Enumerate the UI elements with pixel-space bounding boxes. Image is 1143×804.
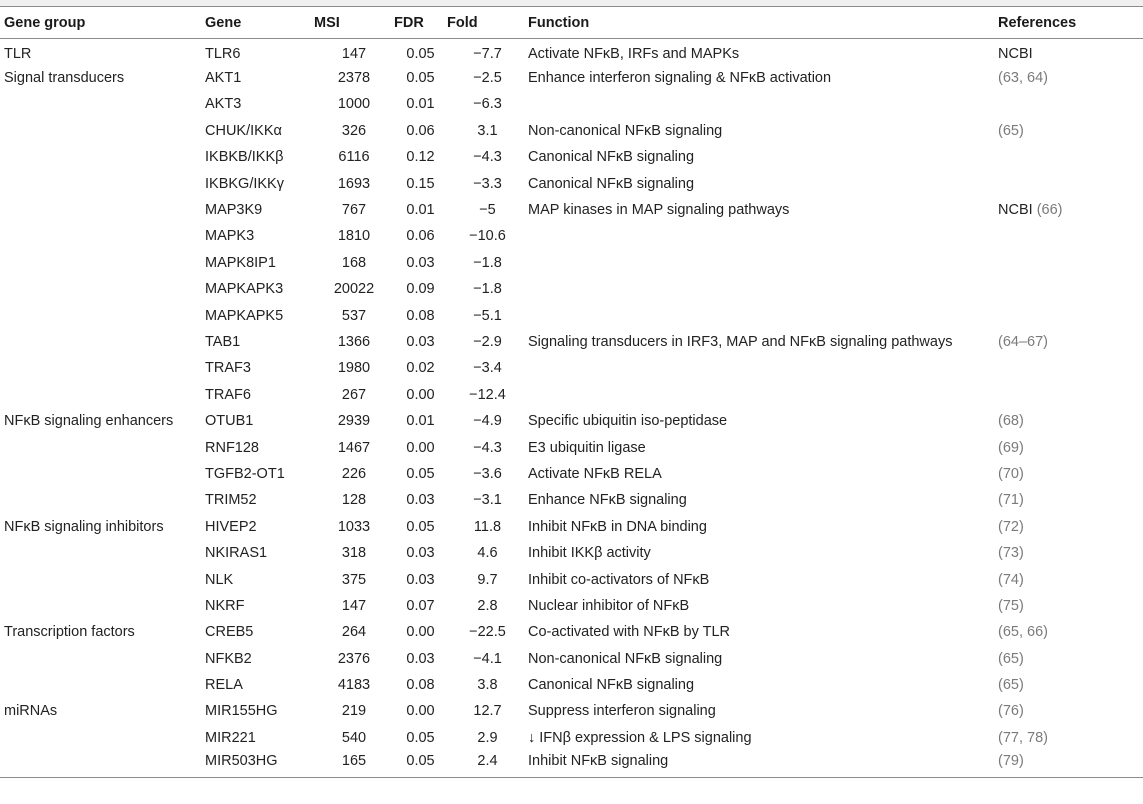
msi-cell: 1467 (337, 439, 371, 456)
reference-link[interactable]: (65) (998, 122, 1024, 139)
fdr-cell: 0.02 (406, 360, 435, 377)
table-row (0, 566, 1143, 592)
table-row (0, 144, 1143, 170)
fdr-cell: 0.05 (406, 729, 435, 746)
gene-group-cell (0, 250, 205, 276)
reference-source: NCBI (998, 202, 1033, 219)
table-row (0, 223, 1143, 249)
gene-group-cell (0, 672, 205, 698)
references-cell (998, 355, 1143, 381)
gene-group-cell (0, 434, 205, 460)
msi-cell: 326 (341, 122, 367, 139)
fdr-cell: 0.00 (406, 703, 435, 720)
function-cell: ↓ IFNβ expression & LPS signaling (528, 729, 752, 746)
function-cell (528, 223, 998, 249)
fdr-cell: 0.05 (406, 45, 435, 62)
reference-link[interactable]: (68) (998, 413, 1024, 430)
table-row (0, 302, 1143, 328)
fold-cell: 11.8 (473, 518, 502, 535)
gene-cell: MAPKAPK3 (205, 281, 284, 298)
gene-group-cell: Transcription factors (4, 624, 135, 641)
references-cell (998, 645, 1143, 671)
references-cell (998, 302, 1143, 328)
gene-group-cell (0, 725, 205, 751)
fdr-cell: 0.01 (406, 96, 435, 113)
msi-cell: 1000 (337, 96, 371, 113)
fdr-cell: 0.06 (406, 228, 435, 245)
references-cell (998, 751, 1143, 777)
fold-cell: 3.1 (477, 122, 498, 139)
gene-group-cell (0, 91, 205, 117)
gene-group-cell (0, 118, 205, 144)
function-cell: Suppress interferon signaling (528, 703, 716, 720)
gene-group-cell (0, 276, 205, 302)
reference-link[interactable]: (71) (998, 492, 1024, 509)
gene-cell: TAB1 (205, 333, 241, 350)
gene-cell: CHUK/IKKα (205, 122, 282, 139)
fold-cell: −3.4 (473, 360, 502, 377)
function-cell: Enhance NFκB signaling (528, 492, 687, 509)
fold-cell: 9.7 (477, 571, 498, 588)
fold-cell: −4.3 (473, 149, 502, 166)
gene-group-cell (0, 593, 205, 619)
msi-cell: 267 (341, 386, 367, 403)
gene-cell: AKT1 (205, 70, 242, 87)
references-cell (998, 540, 1143, 566)
fold-cell: −2.5 (473, 70, 502, 87)
references-cell (998, 91, 1143, 117)
gene-cell: IKBKB/IKKβ (205, 149, 284, 166)
table-row (0, 672, 1143, 698)
fold-cell: −5.1 (473, 307, 502, 324)
msi-cell: 1033 (337, 518, 371, 535)
gene-cell: MAPK3 (205, 228, 255, 245)
table-row (0, 540, 1143, 566)
reference-link[interactable]: (72) (998, 518, 1024, 535)
gene-group-cell (0, 197, 205, 223)
fdr-cell: 0.00 (406, 386, 435, 403)
fold-cell: −12.4 (469, 386, 506, 403)
gene-group-cell (0, 223, 205, 249)
fdr-cell: 0.05 (406, 518, 435, 535)
gene-cell: TGFB2-OT1 (205, 465, 285, 482)
fold-cell: −10.6 (469, 228, 506, 245)
function-cell: Activate NFκB RELA (528, 465, 662, 482)
header-row (0, 7, 1143, 39)
reference-link[interactable]: (65) (998, 650, 1024, 667)
fold-cell: −3.3 (473, 175, 502, 192)
function-cell: Canonical NFκB signaling (528, 175, 695, 192)
gene-group-cell (0, 355, 205, 381)
function-cell: Inhibit NFκB signaling (528, 751, 998, 777)
msi-cell: 6116 (338, 149, 370, 166)
fdr-cell: 0.01 (406, 413, 435, 430)
gene-cell: CREB5 (205, 624, 254, 641)
gene-cell: MAPK8IP1 (205, 254, 276, 271)
msi-cell: 168 (341, 254, 367, 271)
references-cell (998, 197, 1143, 223)
function-cell: Nuclear inhibitor of NFκB (528, 597, 690, 614)
table-row (0, 408, 1143, 434)
references-cell (998, 223, 1143, 249)
table-row (0, 276, 1143, 302)
references-cell (998, 39, 1143, 65)
table-row (0, 461, 1143, 487)
table-row (0, 725, 1143, 751)
msi-cell: 2378 (337, 70, 371, 87)
msi-cell: 537 (341, 307, 367, 324)
reference-link[interactable]: (74) (998, 571, 1024, 588)
references-cell (998, 329, 1143, 355)
fold-cell: −22.5 (469, 624, 506, 641)
function-cell: Inhibit IKKβ activity (528, 545, 651, 562)
fdr-cell: 0.15 (406, 175, 435, 192)
reference-source: NCBI (998, 45, 1033, 62)
gene-cell: NKRF (205, 597, 245, 614)
references-cell (998, 118, 1143, 144)
table-row (0, 329, 1143, 355)
msi-cell: 147 (341, 597, 367, 614)
reference-link[interactable]: (77, 78) (998, 729, 1048, 746)
gene-group-cell (0, 144, 205, 170)
msi-cell: 375 (341, 571, 367, 588)
fold-cell: 2.4 (447, 751, 528, 777)
references-cell (998, 65, 1143, 91)
fold-cell: 2.8 (477, 597, 498, 614)
table-row (0, 355, 1143, 381)
gene-cell: OTUB1 (205, 413, 254, 430)
fold-cell: −4.3 (473, 439, 502, 456)
references-cell (998, 170, 1143, 196)
gene-cell: NLK (205, 571, 234, 588)
function-cell: Signaling transducers in IRF3, MAP and NFκB signaling pathways (528, 333, 953, 350)
references-cell (998, 593, 1143, 619)
gene-cell: AKT3 (205, 96, 242, 113)
function-cell: E3 ubiquitin ligase (528, 439, 646, 456)
reference-link[interactable]: (79) (998, 752, 1024, 769)
header-gene: Gene (205, 7, 314, 39)
fdr-cell: 0.03 (406, 254, 435, 271)
reference-link[interactable]: (70) (998, 465, 1024, 482)
header-fdr: FDR (394, 7, 447, 39)
header-function: Function (528, 7, 998, 39)
fdr-cell: 0.05 (406, 70, 435, 87)
msi-cell: 2376 (337, 650, 371, 667)
gene-cell: IKBKG/IKKγ (205, 175, 284, 192)
msi-cell: 1366 (337, 333, 371, 350)
gene-cell: RELA (205, 677, 243, 694)
fdr-cell: 0.05 (406, 465, 435, 482)
function-cell (528, 382, 998, 408)
function-cell: MAP kinases in MAP signaling pathways (528, 202, 790, 219)
references-cell (998, 408, 1143, 434)
fold-cell: −4.9 (473, 413, 502, 430)
table-body (0, 39, 1143, 778)
references-cell (998, 672, 1143, 698)
table-row (0, 514, 1143, 540)
fold-cell: 4.6 (477, 545, 498, 562)
table-row (0, 698, 1143, 724)
function-cell: Non-canonical NFκB signaling (528, 650, 723, 667)
gene-cell: TRAF6 (205, 386, 251, 403)
reference-link[interactable]: (65, 66) (998, 624, 1048, 641)
fold-cell: −7.7 (473, 45, 502, 62)
gene-cell: MIR503HG (205, 751, 314, 777)
function-cell: Canonical NFκB signaling (528, 677, 695, 694)
fdr-cell: 0.06 (406, 122, 435, 139)
gene-cell: MAPKAPK5 (205, 307, 284, 324)
msi-cell: 1810 (337, 228, 371, 245)
msi-cell: 2939 (337, 413, 371, 430)
fdr-cell: 0.08 (406, 677, 435, 694)
gene-group-cell (0, 645, 205, 671)
reference-link[interactable]: (75) (998, 597, 1024, 614)
gene-group-cell (0, 751, 205, 777)
references-cell (998, 566, 1143, 592)
table-row (0, 197, 1143, 223)
gene-group-cell (0, 461, 205, 487)
function-cell (528, 276, 998, 302)
fdr-cell: 0.03 (406, 571, 435, 588)
function-cell (528, 355, 998, 381)
reference-link[interactable]: (64–67) (998, 333, 1048, 350)
gene-group-cell (0, 566, 205, 592)
fold-cell: −1.8 (473, 254, 502, 271)
table-row (0, 751, 1143, 777)
function-cell: Inhibit NFκB in DNA binding (528, 518, 707, 535)
gene-cell: HIVEP2 (205, 518, 257, 535)
fdr-cell: 0.03 (406, 650, 435, 667)
reference-link[interactable]: (65) (998, 677, 1024, 694)
gene-cell: MIR155HG (205, 703, 278, 720)
table-row (0, 170, 1143, 196)
function-cell (528, 250, 998, 276)
fdr-cell: 0.09 (406, 281, 435, 298)
function-cell: Canonical NFκB signaling (528, 149, 695, 166)
fdr-cell: 0.01 (406, 202, 435, 219)
msi-cell: 540 (341, 729, 367, 746)
gene-cell: RNF128 (205, 439, 259, 456)
fdr-cell: 0.07 (406, 597, 435, 614)
function-cell: Non-canonical NFκB signaling (528, 122, 723, 139)
references-cell (998, 461, 1143, 487)
references-cell (998, 382, 1143, 408)
fold-cell: −2.9 (473, 333, 502, 350)
msi-cell: 165 (314, 751, 394, 777)
gene-cell: NKIRAS1 (205, 545, 268, 562)
msi-cell: 1693 (337, 175, 371, 192)
references-cell (998, 725, 1143, 751)
function-cell: Specific ubiquitin iso-peptidase (528, 413, 728, 430)
reference-link[interactable]: (69) (998, 439, 1024, 456)
gene-cell: TRIM52 (205, 492, 257, 509)
table-row (0, 39, 1143, 65)
gene-group-cell (0, 170, 205, 196)
fold-cell: 3.8 (477, 677, 498, 694)
function-cell: Activate NFκB, IRFs and MAPKs (528, 45, 740, 62)
fold-cell: 12.7 (473, 703, 502, 720)
references-cell (998, 698, 1143, 724)
header-msi: MSI (314, 7, 394, 39)
references-cell (998, 514, 1143, 540)
fdr-cell: 0.03 (406, 333, 435, 350)
gene-group-cell (0, 302, 205, 328)
table-row (0, 250, 1143, 276)
fold-cell: 2.9 (477, 729, 498, 746)
gene-group-cell: Signal transducers (4, 70, 125, 87)
references-cell (998, 276, 1143, 302)
fold-cell: −6.3 (473, 96, 502, 113)
gene-group-cell (0, 540, 205, 566)
table-row (0, 593, 1143, 619)
references-cell (998, 144, 1143, 170)
gene-cell: MIR221 (205, 729, 256, 746)
table-row (0, 382, 1143, 408)
msi-cell: 318 (341, 545, 367, 562)
reference-link[interactable]: (63, 64) (998, 70, 1048, 87)
msi-cell: 264 (341, 624, 367, 641)
function-cell (528, 91, 998, 117)
msi-cell: 1980 (337, 360, 371, 377)
gene-group-cell: NFκB signaling enhancers (4, 413, 174, 430)
msi-cell: 147 (341, 45, 367, 62)
table-row (0, 434, 1143, 460)
fold-cell: −4.1 (473, 650, 502, 667)
fdr-cell: 0.03 (406, 492, 435, 509)
gene-cell: TLR6 (205, 45, 241, 62)
gene-group-cell: NFκB signaling inhibitors (4, 518, 164, 535)
msi-cell: 767 (341, 202, 367, 219)
function-cell: Co-activated with NFκB by TLR (528, 624, 730, 641)
msi-cell: 128 (341, 492, 367, 509)
header-references: References (998, 7, 1143, 39)
gene-group-cell (0, 382, 205, 408)
fdr-cell: 0.00 (406, 439, 435, 456)
fdr-cell: 0.03 (406, 545, 435, 562)
gene-group-cell (0, 329, 205, 355)
references-cell (998, 487, 1143, 513)
references-cell (998, 434, 1143, 460)
header-gene-group: Gene group (0, 7, 205, 39)
gene-group-cell: miRNAs (4, 703, 58, 720)
table-row (0, 118, 1143, 144)
fold-cell: −3.6 (473, 465, 502, 482)
fdr-cell: 0.05 (394, 751, 447, 777)
gene-cell: NFKB2 (205, 650, 252, 667)
reference-link[interactable]: (73) (998, 545, 1024, 562)
function-cell: Enhance interferon signaling & NFκB activation (528, 70, 832, 87)
msi-cell: 4183 (337, 677, 371, 694)
msi-cell: 20022 (333, 281, 375, 298)
gene-cell: TRAF3 (205, 360, 251, 377)
gene-cell: MAP3K9 (205, 202, 263, 219)
fold-cell: −1.8 (473, 281, 502, 298)
fold-cell: −5 (479, 202, 496, 219)
msi-cell: 226 (341, 465, 367, 482)
table-row (0, 65, 1143, 91)
references-cell (998, 250, 1143, 276)
reference-link[interactable]: (76) (998, 703, 1024, 720)
function-cell (528, 302, 998, 328)
table-row (0, 645, 1143, 671)
msi-cell: 219 (341, 703, 367, 720)
function-cell: Inhibit co-activators of NFκB (528, 571, 710, 588)
reference-link[interactable]: (66) (1036, 202, 1063, 219)
fdr-cell: 0.12 (406, 149, 435, 166)
table-row (0, 487, 1143, 513)
gene-group-cell: TLR (4, 45, 32, 62)
header-fold: Fold (447, 7, 528, 39)
fdr-cell: 0.00 (406, 624, 435, 641)
table-row (0, 91, 1143, 117)
fold-cell: −3.1 (473, 492, 502, 509)
gene-group-cell (0, 487, 205, 513)
fdr-cell: 0.08 (406, 307, 435, 324)
table-row (0, 619, 1143, 645)
gene-table (0, 6, 1143, 778)
references-cell (998, 619, 1143, 645)
table-header (0, 7, 1143, 39)
